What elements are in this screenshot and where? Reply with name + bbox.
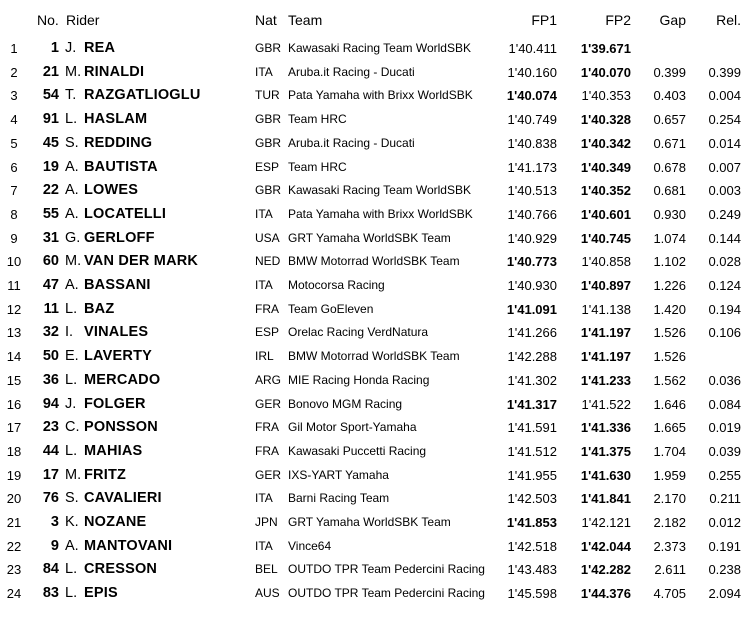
rider-surname-cell: MERCADO [84, 371, 161, 388]
header-fp1: FP1 [531, 12, 557, 28]
rider-initial-cell: A. [65, 537, 79, 554]
fp1-time-cell: 1'41.266 [507, 325, 557, 341]
fp2-time-cell: 1'40.353 [581, 88, 631, 104]
relative-gap-cell: 0.084 [708, 396, 741, 412]
rider-initial-cell: K. [65, 514, 79, 530]
header-row [0, 9, 745, 33]
table-row [0, 535, 745, 559]
nationality-cell: GBR [255, 112, 282, 127]
table-row [0, 108, 745, 132]
fp2-time-cell: 1'40.745 [580, 230, 631, 246]
relative-gap-cell: 0.014 [708, 135, 741, 151]
rider-number-cell: 22 [42, 182, 59, 199]
position-cell: 18 [6, 443, 22, 459]
rider-number-cell: 50 [42, 348, 59, 365]
table-row [0, 61, 745, 85]
table-row [0, 156, 745, 180]
rider-surname-cell: RAZGATLIOGLU [84, 87, 201, 104]
fp1-time-cell: 1'41.512 [507, 443, 557, 459]
table-row [0, 37, 745, 61]
nationality-cell: ITA [255, 491, 273, 506]
team-cell: Orelac Racing VerdNatura [288, 325, 429, 340]
gap-cell: 1.526 [653, 325, 686, 341]
table-row [0, 179, 745, 203]
position-cell: 6 [10, 159, 18, 175]
rider-surname-cell: REA [84, 40, 116, 56]
rider-number-cell: 47 [42, 277, 59, 293]
fp1-time-cell: 1'40.411 [508, 41, 557, 56]
team-cell: Gil Motor Sport-Yamaha [288, 420, 417, 435]
fp1-time-cell: 1'43.483 [507, 562, 557, 578]
rider-number-cell: 94 [42, 395, 59, 412]
rider-surname-cell: VINALES [84, 324, 149, 341]
team-cell: Pata Yamaha with Brixx WorldSBK [288, 88, 473, 103]
rider-surname-cell: CAVALIERI [84, 490, 162, 507]
gap-cell: 1.704 [653, 443, 686, 459]
rider-initial-cell: L. [65, 300, 78, 317]
rider-initial-cell: T. [65, 87, 77, 104]
nationality-cell: FRA [255, 420, 279, 435]
header-nat: Nat [255, 12, 277, 28]
fp1-time-cell: 1'40.749 [507, 112, 557, 128]
nationality-cell: FRA [255, 301, 279, 316]
position-cell: 11 [7, 278, 21, 293]
gap-cell: 0.403 [653, 88, 686, 104]
rider-number-cell: 54 [42, 87, 59, 104]
rider-initial-cell: G. [65, 229, 81, 246]
fp2-time-cell: 1'41.375 [580, 443, 631, 459]
relative-gap-cell: 0.255 [708, 467, 741, 483]
rider-initial-cell: L. [65, 442, 78, 459]
fp2-time-cell: 1'40.897 [580, 278, 631, 293]
rider-initial-cell: J. [65, 395, 77, 412]
nationality-cell: ITA [255, 278, 273, 292]
fp1-time-cell: 1'42.518 [507, 538, 557, 554]
header-rel: Rel. [716, 12, 741, 28]
fp1-time-cell: 1'42.288 [507, 349, 557, 365]
fp1-time-cell: 1'40.773 [506, 254, 557, 270]
relative-gap-cell: 0.144 [708, 230, 741, 246]
fp2-time-cell: 1'42.282 [580, 562, 631, 578]
table-row [0, 321, 745, 345]
rider-surname-cell: BAUTISTA [84, 158, 158, 175]
team-cell: Aruba.it Racing - Ducati [288, 135, 415, 150]
rider-surname-cell: MAHIAS [84, 442, 143, 459]
position-cell: 21 [6, 515, 22, 530]
table-row [0, 132, 745, 156]
position-cell: 22 [6, 538, 22, 554]
table-row [0, 84, 745, 108]
gap-cell: 0.930 [653, 206, 686, 222]
nationality-cell: BEL [255, 562, 278, 577]
position-cell: 13 [6, 325, 22, 341]
rider-number-cell: 19 [42, 158, 59, 175]
rider-surname-cell: LOWES [84, 182, 139, 199]
rider-number-cell: 31 [42, 229, 59, 246]
position-cell: 14 [6, 349, 22, 365]
rider-initial-cell: A. [65, 182, 79, 199]
position-cell: 2 [10, 64, 18, 80]
team-cell: GRT Yamaha WorldSBK Team [288, 515, 451, 529]
table-row [0, 440, 745, 464]
rider-number-cell: 32 [42, 324, 59, 341]
rider-number-cell: 84 [42, 561, 59, 578]
header-rider: Rider [66, 12, 100, 28]
rider-number-cell: 55 [42, 205, 59, 222]
table-row [0, 582, 745, 606]
position-cell: 24 [6, 586, 22, 602]
fp2-time-cell: 1'40.352 [580, 183, 631, 199]
rider-initial-cell: A. [65, 158, 79, 175]
team-cell: Team GoEleven [288, 301, 374, 316]
fp1-time-cell: 1'41.302 [507, 372, 557, 388]
position-cell: 5 [10, 135, 18, 151]
nationality-cell: FRA [255, 443, 279, 458]
relative-gap-cell: 0.106 [708, 325, 741, 341]
nationality-cell: JPN [255, 515, 278, 529]
table-row [0, 227, 745, 251]
rider-number-cell: 17 [42, 466, 59, 483]
relative-gap-cell: 0.039 [708, 443, 741, 459]
table-row [0, 250, 745, 274]
rider-surname-cell: NOZANE [84, 514, 147, 530]
rider-number-cell: 44 [42, 442, 59, 459]
rider-surname-cell: GERLOFF [84, 229, 155, 246]
fp2-time-cell: 1'40.070 [580, 64, 631, 80]
fp1-time-cell: 1'41.955 [507, 467, 557, 483]
rider-initial-cell: L. [65, 371, 78, 388]
team-cell: Kawasaki Puccetti Racing [288, 443, 427, 458]
team-cell: IXS-YART Yamaha [288, 467, 389, 482]
position-cell: 4 [10, 112, 18, 128]
table-row [0, 274, 745, 298]
fp2-time-cell: 1'44.376 [580, 586, 631, 602]
team-cell: Vince64 [288, 538, 332, 553]
relative-gap-cell: 0.399 [708, 64, 741, 80]
rider-number-cell: 83 [42, 585, 59, 602]
position-cell: 15 [6, 372, 22, 388]
nationality-cell: NED [255, 254, 281, 269]
position-cell: 20 [6, 491, 22, 507]
fp2-time-cell: 1'41.138 [581, 301, 631, 317]
rider-number-cell: 76 [42, 490, 59, 507]
fp1-time-cell: 1'41.853 [506, 515, 557, 530]
team-cell: BMW Motorrad WorldSBK Team [288, 349, 460, 364]
relative-gap-cell: 0.019 [708, 420, 741, 436]
rider-surname-cell: BASSANI [84, 277, 151, 293]
nationality-cell: GBR [255, 135, 282, 150]
gap-cell: 1.420 [653, 301, 686, 317]
nationality-cell: ARG [255, 372, 282, 387]
team-cell: OUTDO TPR Team Pedercini Racing [288, 562, 485, 577]
fp1-time-cell: 1'40.766 [507, 206, 557, 222]
team-cell: Pata Yamaha with Brixx WorldSBK [288, 206, 473, 221]
fp2-time-cell: 1'40.328 [580, 112, 631, 128]
rider-number-cell: 45 [42, 134, 59, 151]
fp2-time-cell: 1'41.841 [580, 491, 631, 507]
gap-cell: 2.182 [653, 515, 686, 530]
relative-gap-cell: 0.238 [708, 562, 741, 578]
gap-cell: 4.705 [653, 586, 686, 602]
nationality-cell: GBR [255, 183, 282, 198]
rider-surname-cell: EPIS [84, 585, 118, 602]
table-row [0, 487, 745, 511]
gap-cell: 1.226 [653, 278, 686, 293]
rider-initial-cell: L. [65, 561, 78, 578]
team-cell: MIE Racing Honda Racing [288, 372, 430, 387]
rider-initial-cell: L. [65, 111, 78, 128]
table-row [0, 416, 745, 440]
rider-surname-cell: MANTOVANI [84, 537, 173, 554]
position-cell: 1 [10, 41, 18, 56]
relative-gap-cell: 0.028 [708, 254, 741, 270]
team-cell: Aruba.it Racing - Ducati [288, 64, 415, 79]
team-cell: BMW Motorrad WorldSBK Team [288, 254, 460, 269]
gap-cell: 1.959 [653, 467, 686, 483]
nationality-cell: TUR [255, 88, 280, 103]
rider-number-cell: 21 [42, 63, 59, 80]
fp1-time-cell: 1'40.930 [507, 278, 557, 293]
header-gap: Gap [659, 12, 686, 28]
rider-surname-cell: REDDING [84, 134, 153, 151]
rider-surname-cell: RINALDI [84, 63, 145, 80]
rider-initial-cell: C. [65, 419, 80, 436]
fp1-time-cell: 1'45.598 [507, 586, 557, 602]
table-row [0, 393, 745, 417]
team-cell: Bonovo MGM Racing [288, 396, 403, 411]
rider-surname-cell: BAZ [84, 300, 115, 317]
nationality-cell: ITA [255, 64, 273, 79]
fp2-time-cell: 1'42.044 [580, 538, 631, 554]
position-cell: 19 [6, 467, 22, 483]
relative-gap-cell: 0.191 [708, 538, 741, 554]
fp1-time-cell: 1'41.591 [507, 420, 557, 436]
team-cell: Kawasaki Racing Team WorldSBK [288, 183, 471, 198]
rider-initial-cell: I. [65, 324, 74, 341]
position-cell: 10 [6, 254, 22, 270]
rider-number-cell: 60 [42, 253, 59, 270]
fp2-time-cell: 1'40.342 [580, 135, 631, 151]
nationality-cell: ESP [255, 325, 280, 340]
gap-cell: 2.373 [653, 538, 686, 554]
gap-cell: 1.665 [653, 420, 686, 436]
position-cell: 3 [10, 88, 18, 104]
gap-cell: 0.678 [653, 159, 686, 175]
header-team: Team [288, 12, 323, 28]
nationality-cell: ESP [255, 159, 280, 174]
rider-surname-cell: LAVERTY [84, 348, 152, 365]
team-cell: GRT Yamaha WorldSBK Team [288, 230, 451, 245]
gap-cell: 1.074 [653, 230, 686, 246]
header-no: No. [37, 12, 59, 28]
fp2-time-cell: 1'40.349 [580, 159, 631, 175]
rider-initial-cell: S. [65, 490, 79, 507]
rider-number-cell: 9 [50, 537, 59, 554]
position-cell: 12 [6, 301, 22, 317]
fp2-time-cell: 1'41.233 [580, 372, 631, 388]
fp2-time-cell: 1'39.671 [580, 41, 631, 56]
team-cell: Barni Racing Team [288, 491, 390, 506]
relative-gap-cell: 0.211 [709, 491, 741, 507]
rider-number-cell: 1 [50, 40, 59, 56]
rider-number-cell: 11 [43, 300, 59, 317]
fp1-time-cell: 1'40.929 [507, 230, 557, 246]
rider-initial-cell: S. [65, 134, 79, 151]
position-cell: 7 [10, 183, 18, 199]
relative-gap-cell: 0.254 [708, 112, 741, 128]
team-cell: Motocorsa Racing [288, 278, 385, 292]
fp2-time-cell: 1'41.522 [581, 396, 631, 412]
fp1-time-cell: 1'40.074 [506, 88, 557, 104]
fp2-time-cell: 1'41.197 [580, 349, 631, 365]
nationality-cell: USA [255, 230, 280, 245]
gap-cell: 1.646 [653, 396, 686, 412]
relative-gap-cell: 0.194 [708, 301, 741, 317]
rider-initial-cell: L. [65, 585, 78, 602]
table-row [0, 511, 745, 535]
rider-surname-cell: FRITZ [84, 466, 127, 483]
nationality-cell: GBR [255, 41, 282, 55]
rider-surname-cell: PONSSON [84, 419, 158, 436]
team-cell: Team HRC [288, 112, 347, 127]
relative-gap-cell: 0.249 [708, 206, 741, 222]
relative-gap-cell: 0.012 [708, 515, 741, 530]
rider-number-cell: 36 [42, 371, 59, 388]
team-cell: Team HRC [288, 159, 347, 174]
nationality-cell: ITA [255, 206, 273, 221]
fp1-time-cell: 1'41.317 [506, 396, 557, 412]
gap-cell: 0.671 [653, 135, 686, 151]
relative-gap-cell: 0.124 [708, 278, 741, 293]
rider-initial-cell: A. [65, 277, 79, 293]
fp2-time-cell: 1'41.197 [580, 325, 631, 341]
rider-initial-cell: J. [65, 40, 77, 56]
gap-cell: 0.681 [653, 183, 686, 199]
table-row [0, 369, 745, 393]
gap-cell: 0.399 [653, 64, 686, 80]
gap-cell: 1.562 [653, 372, 686, 388]
rider-number-cell: 91 [42, 111, 59, 128]
position-cell: 9 [10, 230, 18, 246]
rider-initial-cell: A. [65, 205, 79, 222]
position-cell: 23 [6, 562, 22, 578]
rider-surname-cell: LOCATELLI [84, 205, 167, 222]
fp1-time-cell: 1'41.173 [507, 159, 557, 175]
nationality-cell: GER [255, 396, 282, 411]
fp1-time-cell: 1'40.160 [507, 64, 557, 80]
rider-surname-cell: HASLAM [84, 111, 148, 128]
rider-surname-cell: VAN DER MARK [84, 253, 199, 270]
table-row [0, 464, 745, 488]
table-row [0, 203, 745, 227]
team-cell: Kawasaki Racing Team WorldSBK [288, 41, 471, 55]
nationality-cell: ITA [255, 538, 273, 553]
rider-initial-cell: E. [65, 348, 79, 365]
gap-cell: 0.657 [653, 112, 686, 128]
gap-cell: 1.102 [653, 254, 686, 270]
rider-number-cell: 23 [42, 419, 59, 436]
nationality-cell: AUS [255, 586, 280, 601]
rider-initial-cell: M. [65, 466, 82, 483]
fp1-time-cell: 1'42.503 [507, 491, 557, 507]
fp1-time-cell: 1'40.513 [507, 183, 557, 199]
fp1-time-cell: 1'40.838 [507, 135, 557, 151]
relative-gap-cell: 0.007 [708, 159, 741, 175]
rider-initial-cell: M. [65, 253, 82, 270]
header-fp2: FP2 [605, 12, 631, 28]
rider-surname-cell: FOLGER [84, 395, 146, 412]
table-row [0, 345, 745, 369]
fp1-time-cell: 1'41.091 [506, 301, 557, 317]
rider-initial-cell: M. [65, 63, 82, 80]
position-cell: 17 [6, 420, 22, 436]
rider-surname-cell: CRESSON [84, 561, 158, 578]
relative-gap-cell: 0.003 [708, 183, 741, 199]
fp2-time-cell: 1'41.630 [580, 467, 631, 483]
table-row [0, 558, 745, 582]
relative-gap-cell: 0.036 [708, 372, 741, 388]
fp2-time-cell: 1'41.336 [580, 420, 631, 436]
gap-cell: 1.526 [653, 349, 686, 365]
team-cell: OUTDO TPR Team Pedercini Racing [288, 586, 485, 601]
relative-gap-cell: 2.094 [708, 586, 741, 602]
gap-cell: 2.170 [653, 491, 686, 507]
fp2-time-cell: 1'42.121 [581, 515, 631, 530]
rider-number-cell: 3 [50, 514, 59, 530]
gap-cell: 2.611 [654, 562, 686, 578]
position-cell: 16 [6, 396, 22, 412]
table-row [0, 298, 745, 322]
nationality-cell: GER [255, 467, 282, 482]
relative-gap-cell: 0.004 [708, 88, 741, 104]
fp2-time-cell: 1'40.858 [581, 254, 631, 270]
fp2-time-cell: 1'40.601 [580, 206, 631, 222]
nationality-cell: IRL [255, 349, 274, 364]
position-cell: 8 [10, 206, 18, 222]
